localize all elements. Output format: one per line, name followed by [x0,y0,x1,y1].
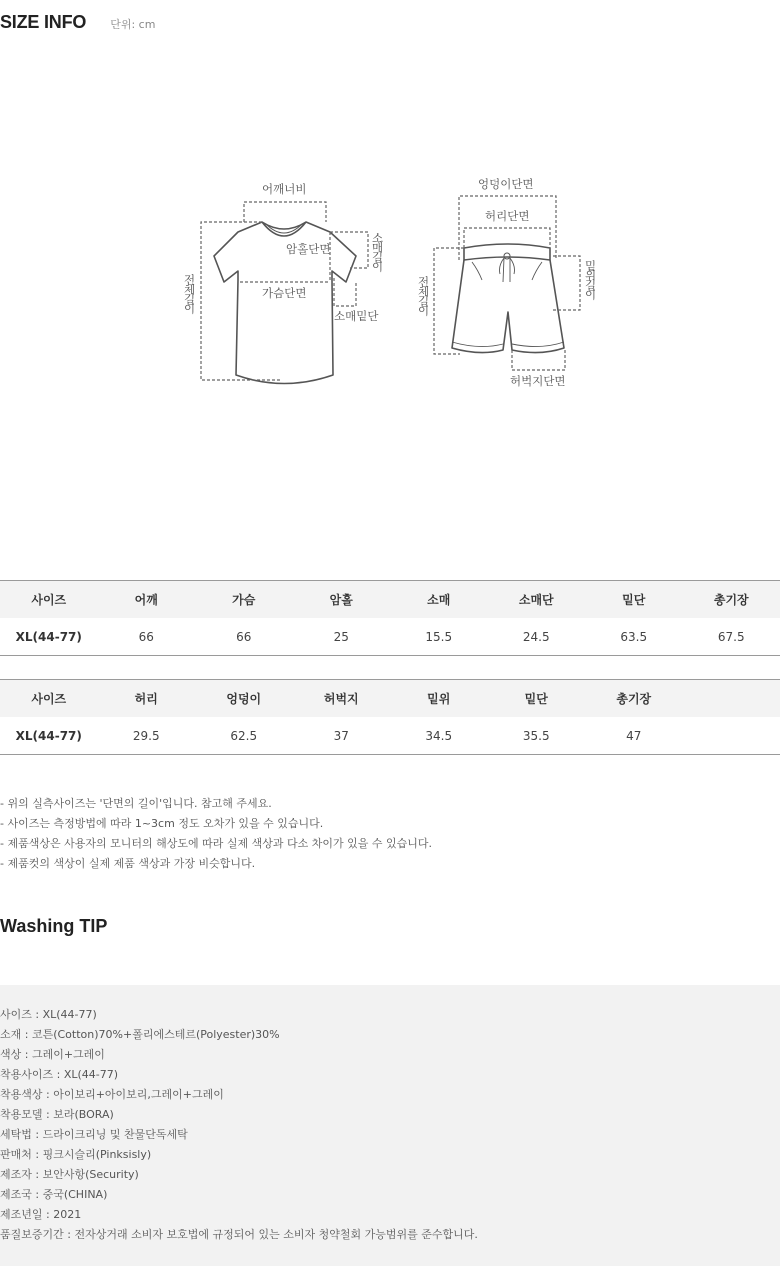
label-sleeve-hem: 소매밑단 [334,309,379,323]
table-header-row [0,680,780,718]
size-notes [0,794,432,874]
label-armhole: 암홀단면 [286,242,331,256]
table-header-cell: 밑단 [585,581,683,619]
table-header-cell: 밑위 [390,680,488,718]
label-sleeve-length: 소매길이 [370,232,385,270]
table-row [0,717,780,755]
table-header-cell: 엉덩이 [195,680,293,718]
table-header-row [0,581,780,619]
info-line: 사이즈 : XL(44-77) [0,1008,97,1021]
info-line: 세탁법 : 드라이크리닝 및 찬물단독세탁 [0,1128,188,1141]
garment-illustration [0,170,780,400]
table-cell: 34.5 [390,717,488,755]
table-header-cell: 사이즈 [0,581,98,619]
label-thigh: 허벅지단면 [510,374,566,388]
shorts-length-line [434,248,464,354]
info-line: 제조년일 : 2021 [0,1208,82,1221]
table-cell: 66 [195,618,293,656]
size-info-title: SIZE INFO [0,12,87,32]
table-row [0,618,780,656]
measurement-diagrams [0,170,780,400]
label-waist: 허리단면 [485,209,530,223]
note-line: - 사이즈는 측정방법에 따라 1~3cm 정도 오차가 있을 수 있습니다. [0,817,324,830]
table-header-cell: 암홀 [293,581,391,619]
shorts-waistband [464,244,550,260]
shorts-outline [452,260,564,353]
table-cell [683,717,780,755]
info-line: 소재 : 코튼(Cotton)70%+폴리에스테르(Polyester)30% [0,1028,280,1041]
info-line: 착용모델 : 보라(BORA) [0,1108,114,1121]
table-cell: 47 [585,717,683,755]
info-line: 판매처 : 핑크시슬리(Pinksisly) [0,1148,152,1161]
table-header-cell: 소매단 [488,581,586,619]
table-header-cell: 밑단 [488,680,586,718]
table-header-cell: 허벅지 [293,680,391,718]
size-table-bottom [0,679,780,755]
info-line: 제조국 : 중국(CHINA) [0,1188,108,1201]
info-line: 착용사이즈 : XL(44-77) [0,1068,119,1081]
table-cell: 67.5 [683,618,780,656]
note-line: - 위의 실측사이즈는 '단면의 길이'입니다. 참고해 주세요. [0,797,272,810]
table-cell-size: XL(44-77) [0,618,98,656]
info-line: 품질보증기간 : 전자상거래 소비자 보호법에 규정되어 있는 소비자 청약철회 가능범위를 준수합니다. [0,1228,478,1241]
size-table-top [0,580,780,656]
table-header-cell: 가슴 [195,581,293,619]
table-cell: 63.5 [585,618,683,656]
table-header-cell: 총기장 [683,581,780,619]
label-rise: 밑위길이 [583,260,598,298]
table-header-cell: 허리 [98,680,196,718]
note-line: - 제품색상은 사용자의 모니터의 해상도에 따라 실제 색상과 다소 차이가 있을 수 있습니다. [0,837,432,850]
info-line: 제조자 : 보안사항(Security) [0,1168,139,1181]
table-header-cell: 소매 [390,581,488,619]
table-header-cell: 사이즈 [0,680,98,718]
table-cell-size: XL(44-77) [0,717,98,755]
table-cell: 35.5 [488,717,586,755]
table-header-cell: 총기장 [585,680,683,718]
tshirt-length-line [201,222,282,380]
table-cell: 25 [293,618,391,656]
table-cell: 66 [98,618,196,656]
tshirt-outline [214,222,356,384]
product-info-box [0,985,780,1266]
label-shoulder-width: 어깨너비 [262,182,307,196]
table-header-cell: 어깨 [98,581,196,619]
unit-label: 단위: cm [110,18,156,31]
table-cell: 24.5 [488,618,586,656]
washing-tip-title: Washing TIP [0,916,108,936]
shoulder-width-line [244,202,326,222]
table-cell: 37 [293,717,391,755]
note-line: - 제품컷의 색상이 실제 제품 색상과 가장 비슷합니다. [0,857,256,870]
table-cell: 29.5 [98,717,196,755]
info-line: 착용색상 : 아이보리+아이보리,그레이+그레이 [0,1088,224,1101]
label-tshirt-length: 전체길이 [182,274,197,312]
label-hip: 엉덩이단면 [478,177,534,191]
table-cell: 15.5 [390,618,488,656]
label-shorts-length: 전체길이 [416,276,431,314]
table-cell: 62.5 [195,717,293,755]
table-header-cell [683,680,780,718]
info-line: 색상 : 그레이+그레이 [0,1048,105,1061]
waist-line [464,228,550,248]
label-chest: 가슴단면 [262,286,307,300]
size-info-header [0,12,155,33]
product-info-list [0,1005,478,1245]
